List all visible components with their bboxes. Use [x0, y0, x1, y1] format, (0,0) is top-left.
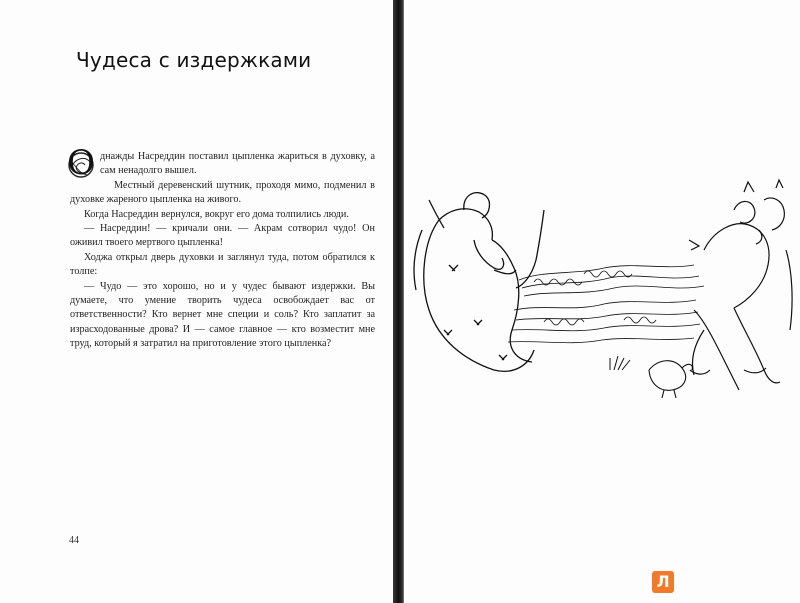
chapter-title: Чудеса с издержками [76, 48, 312, 72]
flame-streams [508, 265, 704, 343]
paragraph-first [67, 143, 375, 183]
paragraph: — Насреддин! — кричали они. — Акрам сотворил чудо! Он оживил твоего мертвого цыпленка! [70, 223, 375, 249]
paragraph: Когда Насреддин вернулся, вокруг его дома толпились люди. [84, 208, 349, 220]
paragraph: Ходжа открыл дверь духовки и заглянул туда, потом обратился к толпе: [70, 251, 375, 278]
dropcap [66, 143, 96, 183]
chicken-figure [649, 361, 692, 398]
story-text [67, 143, 375, 352]
plant-figure [610, 356, 630, 370]
nasreddin-figure [414, 193, 544, 372]
page-number: 44 [69, 535, 79, 546]
left-page [0, 0, 394, 603]
paragraph-text: днажды Насреддин поставил цыпленка жариться в духовку, а сам ненадолго вышел. [100, 151, 375, 177]
paragraph: — Чудо — это хорошо, но и у чудес бывают издержки. Вы думаете, что умение творить чудеса освобождает вас от ответственности? Кто вернет мне специи и соль? Кто заплатит за израсходованные дрова? И — самое главное — кто возместит мне труд, который я затратил на приготовление этого цыпленка? [70, 280, 375, 350]
crowd-figures [689, 180, 792, 390]
labirint-logo-icon: Л [652, 571, 674, 593]
nasreddin-illustration [404, 170, 800, 410]
paragraph: Местный деревенский шутник, проходя мимо, подменил в духовке жареного цыпленка на живого. [70, 179, 375, 206]
dropcap-letter: О [67, 143, 95, 183]
